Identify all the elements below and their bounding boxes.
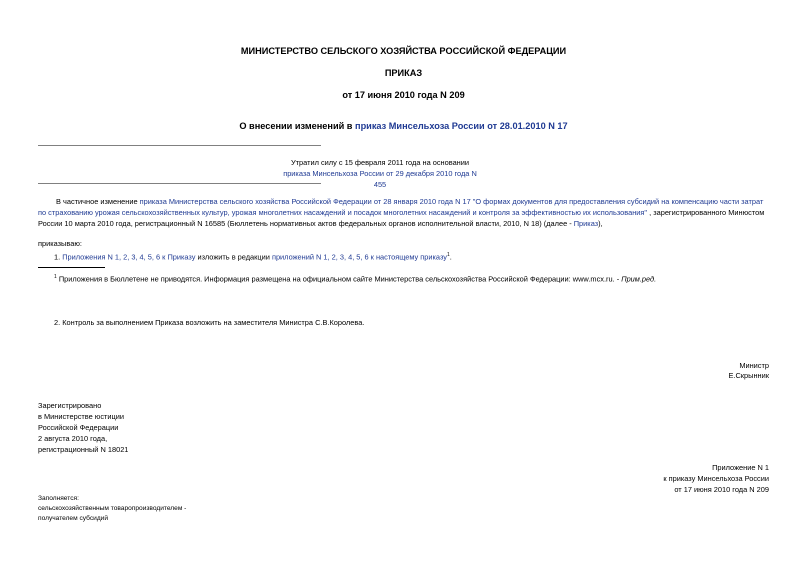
p1-part2: , зарегистрированного Минюстом России 10 марта 2010 года, регистрационный N 16585 (Бюллетень нормативных актов федеральных органов исполнительной власти, 2010, N 18) (далее - xyxy=(38,208,765,228)
item-2: 2. Контроль за выполнением Приказа возложить на заместителя Министра С.В.Королева. xyxy=(54,318,365,327)
divider-top xyxy=(38,145,321,146)
appendix-line-2: к приказу Минсельхоза России xyxy=(663,474,769,483)
footnote-mark: 1 xyxy=(54,274,57,280)
fill-note-line-1: Заполняется: xyxy=(38,495,79,502)
item-1-end: . xyxy=(449,252,452,262)
p1-order-short-link[interactable]: Приказ xyxy=(573,219,599,228)
registration-line-4: 2 августа 2010 года, xyxy=(38,434,108,443)
item-1-mid: изложить в редакции xyxy=(195,252,272,262)
footnote xyxy=(54,272,656,284)
item-1-appendix-link[interactable]: Приложения N 1, 2, 3, 4, 5, 6 к Приказу xyxy=(62,252,196,262)
doc-title-prefix: О внесении изменений в xyxy=(239,121,356,131)
fill-note-line-3: получателем субсидий xyxy=(38,515,109,522)
registration-line-5: регистрационный N 18021 xyxy=(38,445,129,454)
footnote-divider xyxy=(38,267,105,268)
ministry-heading: МИНИСТЕРСТВО СЕЛЬСКОГО ХОЗЯЙСТВА РОССИЙСКОЙ ФЕДЕРАЦИИ xyxy=(240,46,567,56)
status-line-1: Утратил силу с 15 февраля 2011 года на основании xyxy=(290,158,470,167)
appendix-block xyxy=(560,462,769,495)
status-link[interactable]: приказа Минсельхоза России от 29 декабря 2010 года N 455 xyxy=(283,169,477,189)
fill-note-block xyxy=(38,494,186,524)
p1-order-link[interactable]: приказа Министерства сельского хозяйства Российской Федерации от 28 января 2010 года N 17 "О формах документов для предоставления субсидий на компенсацию части затрат по страхованию урожая сельскохозяйственных культур, урожая многолетних насаждений и посадок многолетних насаждений и контроля за эффективностью их использования" xyxy=(38,197,764,217)
item-1-footnote-ref[interactable]: 1 xyxy=(446,252,450,258)
doc-date-heading: от 17 июня 2010 года N 209 xyxy=(342,90,465,100)
appendix-line-3: от 17 июня 2010 года N 209 xyxy=(674,485,769,494)
doc-title-link[interactable]: приказ Минсельхоза России от 28.01.2010 N 17 xyxy=(355,121,568,131)
registration-line-3: Российской Федерации xyxy=(38,423,119,432)
signature-name: Е.Скрынник xyxy=(728,371,769,380)
footnote-note: Прим.ред. xyxy=(621,274,657,284)
divider-bottom xyxy=(38,183,321,184)
doc-title xyxy=(0,121,807,131)
fill-note-line-2: сельскохозяйственным товаропроизводителем - xyxy=(38,505,187,512)
registration-line-2: в Министерстве юстиции xyxy=(38,412,125,421)
appendix-line-1: Приложение N 1 xyxy=(712,463,769,472)
p1-part1: В частичное изменение xyxy=(56,197,140,206)
p1-part3: ), xyxy=(598,219,603,228)
registration-block xyxy=(38,400,128,455)
signature-title: Министр xyxy=(739,361,769,370)
doc-type-heading: ПРИКАЗ xyxy=(384,68,423,78)
registration-line-1: Зарегистрировано xyxy=(38,401,102,410)
item-1 xyxy=(54,250,452,262)
footnote-text: Приложения в Бюллетене не приводятся. Информация размещена на официальном сайте Министерства сельскохозяйства Российской Федерации: www.mcx.ru. - xyxy=(56,274,622,284)
item-1-number: 1. xyxy=(54,252,63,262)
body-paragraph-1 xyxy=(38,196,768,229)
prikazyvayu-text: приказываю: xyxy=(38,239,82,248)
item-1-new-appendix-link[interactable]: приложений N 1, 2, 3, 4, 5, 6 к настоящему приказу xyxy=(271,252,447,262)
